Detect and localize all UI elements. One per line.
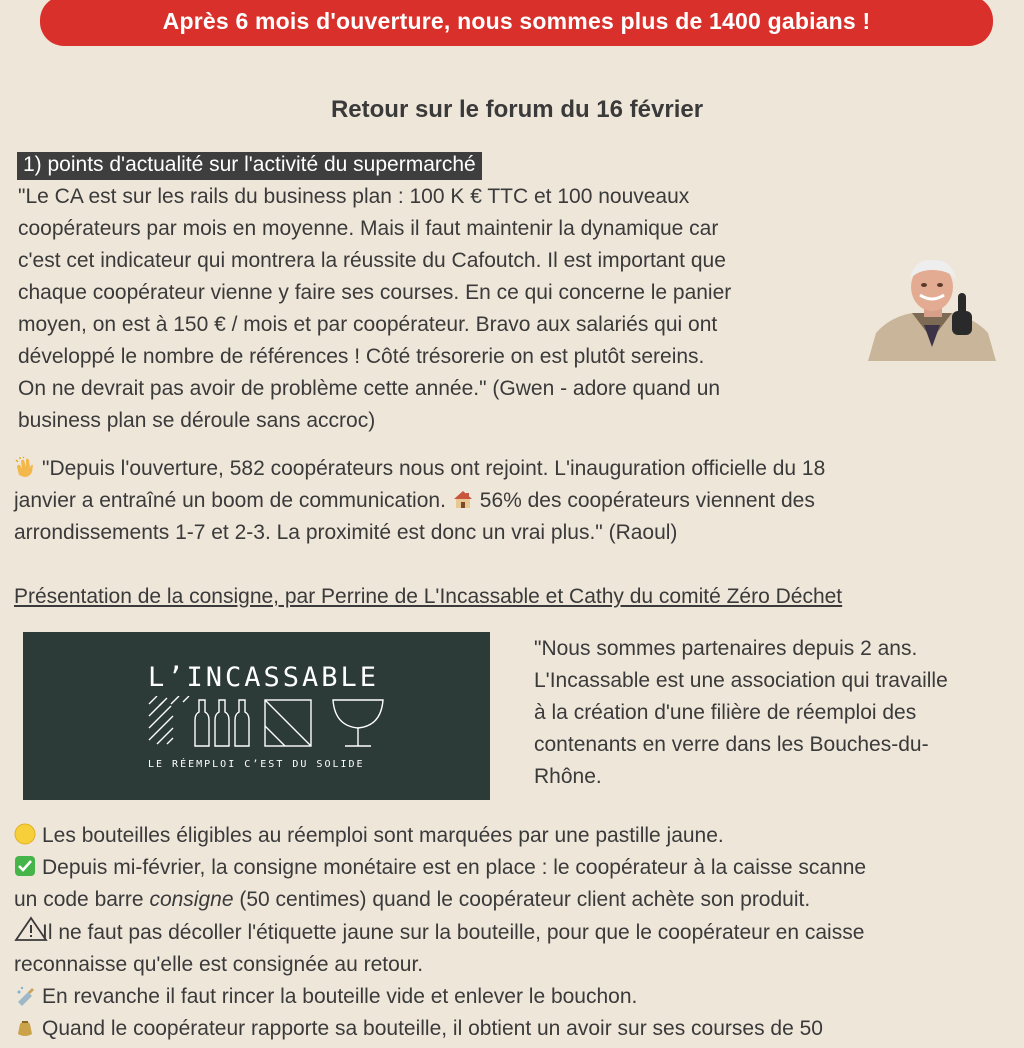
- text-line: On ne devrait pas avoir de problème cette année." (Gwen - adore quand un: [18, 377, 721, 400]
- text-line: "Nous sommes partenaires depuis 2 ans.: [534, 637, 918, 660]
- logo-title: L’INCASSABLE: [148, 662, 380, 693]
- house-icon: [452, 488, 474, 510]
- text-line: Rhône.: [534, 765, 602, 788]
- forum-title: Retour sur le forum du 16 février: [330, 96, 704, 123]
- list-item-continuation: un code barre consigne (50 centimes) quand le coopérateur client achète son produit.: [14, 888, 811, 911]
- text-line: moyen, on est à 150 € / mois et par coopérateur. Bravo aux salariés qui ont: [18, 313, 718, 336]
- list-item: Il ne faut pas décoller l'étiquette jaune sur la bouteille, pour que le coopérateur en caisse: [14, 916, 1014, 949]
- text-line: "Depuis l'ouverture, 582 coopérateurs nous ont rejoint. L'inauguration officielle du 18: [42, 457, 826, 480]
- portrait-thumbs-up-photo: [868, 255, 996, 361]
- coin-icon: [14, 1016, 36, 1038]
- text-line: à la création d'une filière de réemploi des: [534, 701, 917, 724]
- text-line: business plan se déroule sans accroc): [18, 409, 376, 432]
- text-line: janvier a entraîné un boom de communication.: [14, 489, 446, 512]
- list-item: Les bouteilles éligibles au réemploi sont marquées par une pastille jaune.: [14, 820, 1014, 852]
- consigne-rules-list: [14, 820, 1014, 1045]
- yellow-circle-icon: [14, 823, 36, 845]
- text-line: contenants en verre dans les Bouches-du-: [534, 733, 929, 756]
- logo-tagline: LE RÉEMPLOI C’EST DU SOLIDE: [148, 759, 365, 770]
- activity-quote: [18, 181, 858, 437]
- members-quote: [14, 453, 1014, 549]
- warning-icon: [14, 916, 36, 938]
- text-line: "Le CA est sur les rails du business plan : 100 K € TTC et 100 nouveaux: [18, 185, 690, 208]
- text-line: développé le nombre de références ! Côté trésorerie on est plutôt sereins.: [18, 345, 705, 368]
- text-line: coopérateurs par mois en moyenne. Mais il faut maintenir la dynamique car: [18, 217, 719, 240]
- consigne-subheading: Présentation de la consigne, par Perrine de L'Incassable et Cathy du comité Zéro Déchet: [14, 585, 843, 608]
- list-item: En revanche il faut rincer la bouteille vide et enlever le bouchon.: [14, 981, 1014, 1013]
- list-item-continuation: reconnaisse qu'elle est consignée au retour.: [14, 953, 424, 976]
- bottles-glass-icon: [143, 696, 393, 752]
- check-mark-icon: [14, 855, 36, 877]
- rinse-icon: [14, 984, 36, 1006]
- partner-quote: [534, 633, 1019, 793]
- banner-text: Après 6 mois d'ouverture, nous sommes plus de 1400 gabians !: [162, 7, 871, 34]
- incassable-logo: [23, 632, 490, 800]
- section-heading-activity: 1) points d'actualité sur l'activité du supermarché: [17, 152, 482, 180]
- list-item: Quand le coopérateur rapporte sa bouteille, il obtient un avoir sur ses courses de 50: [14, 1013, 1014, 1045]
- clapping-hands-icon: [14, 456, 36, 478]
- text-line: 56% des coopérateurs viennent des: [479, 489, 815, 512]
- text-line: L'Incassable est une association qui travaille: [534, 669, 948, 692]
- text-line: arrondissements 1-7 et 2-3. La proximité est donc un vrai plus." (Raoul): [14, 521, 678, 544]
- list-item: Depuis mi-février, la consigne monétaire est en place : le coopérateur à la caisse scanne: [14, 852, 1014, 884]
- announcement-banner: [40, 0, 993, 46]
- text-line: chaque coopérateur vienne y faire ses courses. En ce qui concerne le panier: [18, 281, 732, 304]
- text-line: c'est cet indicateur qui montrera la réussite du Cafoutch. Il est important que: [18, 249, 726, 272]
